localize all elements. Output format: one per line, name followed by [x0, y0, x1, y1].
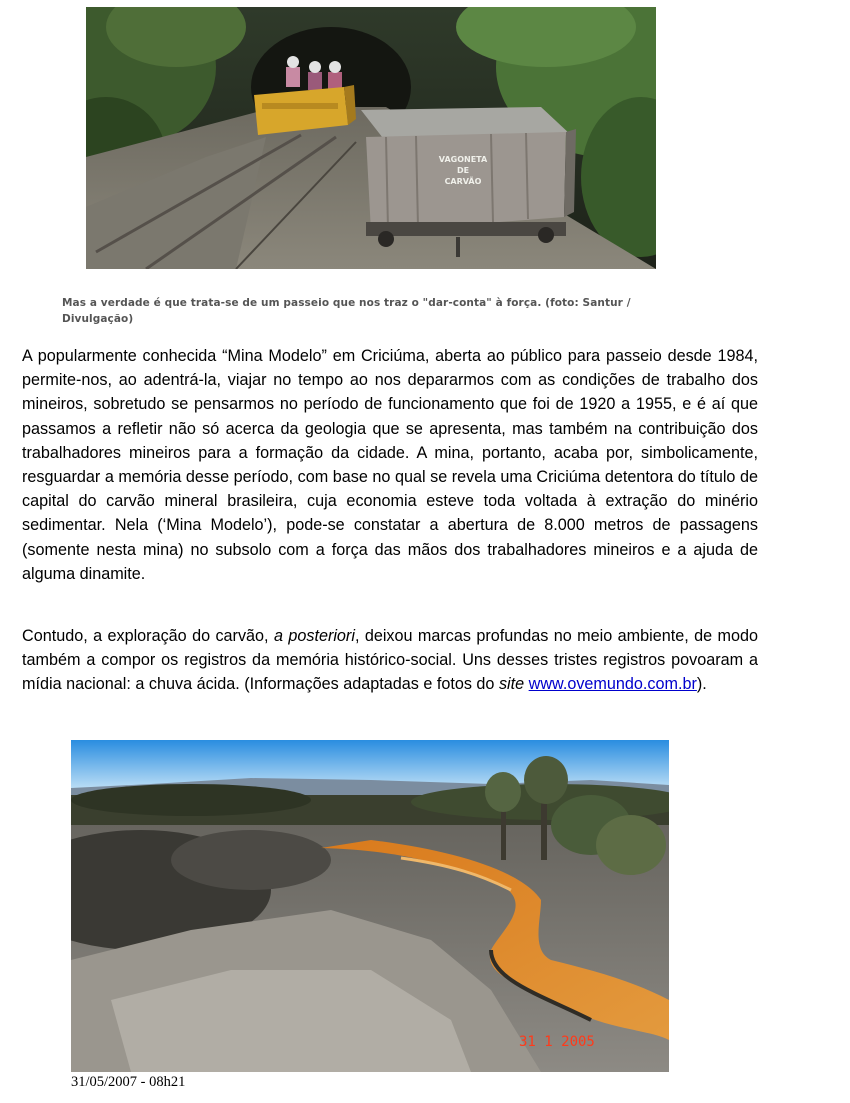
- paragraph-1-text: A popularmente conhecida “Mina Modelo” em Criciúma, aberta ao público para passeio desde 1984, permite-nos, ao adentrá-la, viajar no tempo ao nos depararmos com as condições de trabalho dos mineiros, sobretudo se pensarmos no período de funcionamento que foi de 1920 a 1955, e é aí que passamos a refletir não só acerca da geologia que se apresenta, mas também na contribuição dos trabalhadores mineiros para a formação da cidade. A mina, portanto, acaba por, simbolicamente, resguardar a memória desse período, com base no qual se revela uma Criciúma detentora do título de capital do carvão mineral brasileira, cuja economia esteve toda voltada à extração do minério sedimentar. Nela (‘Mina Modelo’), pode-se constatar a abertura de 8.000 metros de passagens (somente nesta mina) no subsolo com a força das mãos dos trabalhadores mineiros e a ajuda de alguma dinamite.: [22, 347, 758, 583]
- acid-rain-landscape-photo-icon: [71, 740, 669, 1072]
- emphasis-a-posteriori: a posteriori: [273, 627, 355, 645]
- paragraph-2-part1: Contudo, a exploração do carvão,: [22, 627, 274, 645]
- sign-line3: CARVÃO: [444, 177, 482, 186]
- publish-timestamp: 31/05/2007 - 08h21: [71, 1074, 186, 1090]
- sign-line1: VAGONETA: [438, 155, 488, 164]
- photo-caption: Mas a verdade é que trata-se de um passeio que nos traz o "dar-conta" à força. (foto: Santur / Divulgação): [62, 297, 631, 325]
- article-paragraph-2: [22, 624, 758, 697]
- mine-tour-photo: [86, 7, 656, 269]
- source-link[interactable]: www.ovemundo.com.br: [528, 675, 697, 694]
- mine-cart-photo-icon: [86, 7, 656, 269]
- emphasis-site: site: [498, 675, 525, 694]
- paragraph-2-part3: ).: [696, 675, 707, 694]
- paragraph-2-part2: , deixou marcas profundas no meio ambiente, de modo também a compor os registros da memória histórico-social. Uns desses tristes registros povoaram a mídia nacional: a chuva ácida. (Informações adaptadas e fotos do: [22, 627, 759, 694]
- sign-line2: DE: [456, 166, 470, 175]
- article-paragraph-1: [22, 344, 758, 586]
- paragraph-2-text: [22, 624, 758, 697]
- acid-rain-photo: [71, 740, 669, 1072]
- photo-date-stamp: 31 1 2005: [519, 1034, 595, 1050]
